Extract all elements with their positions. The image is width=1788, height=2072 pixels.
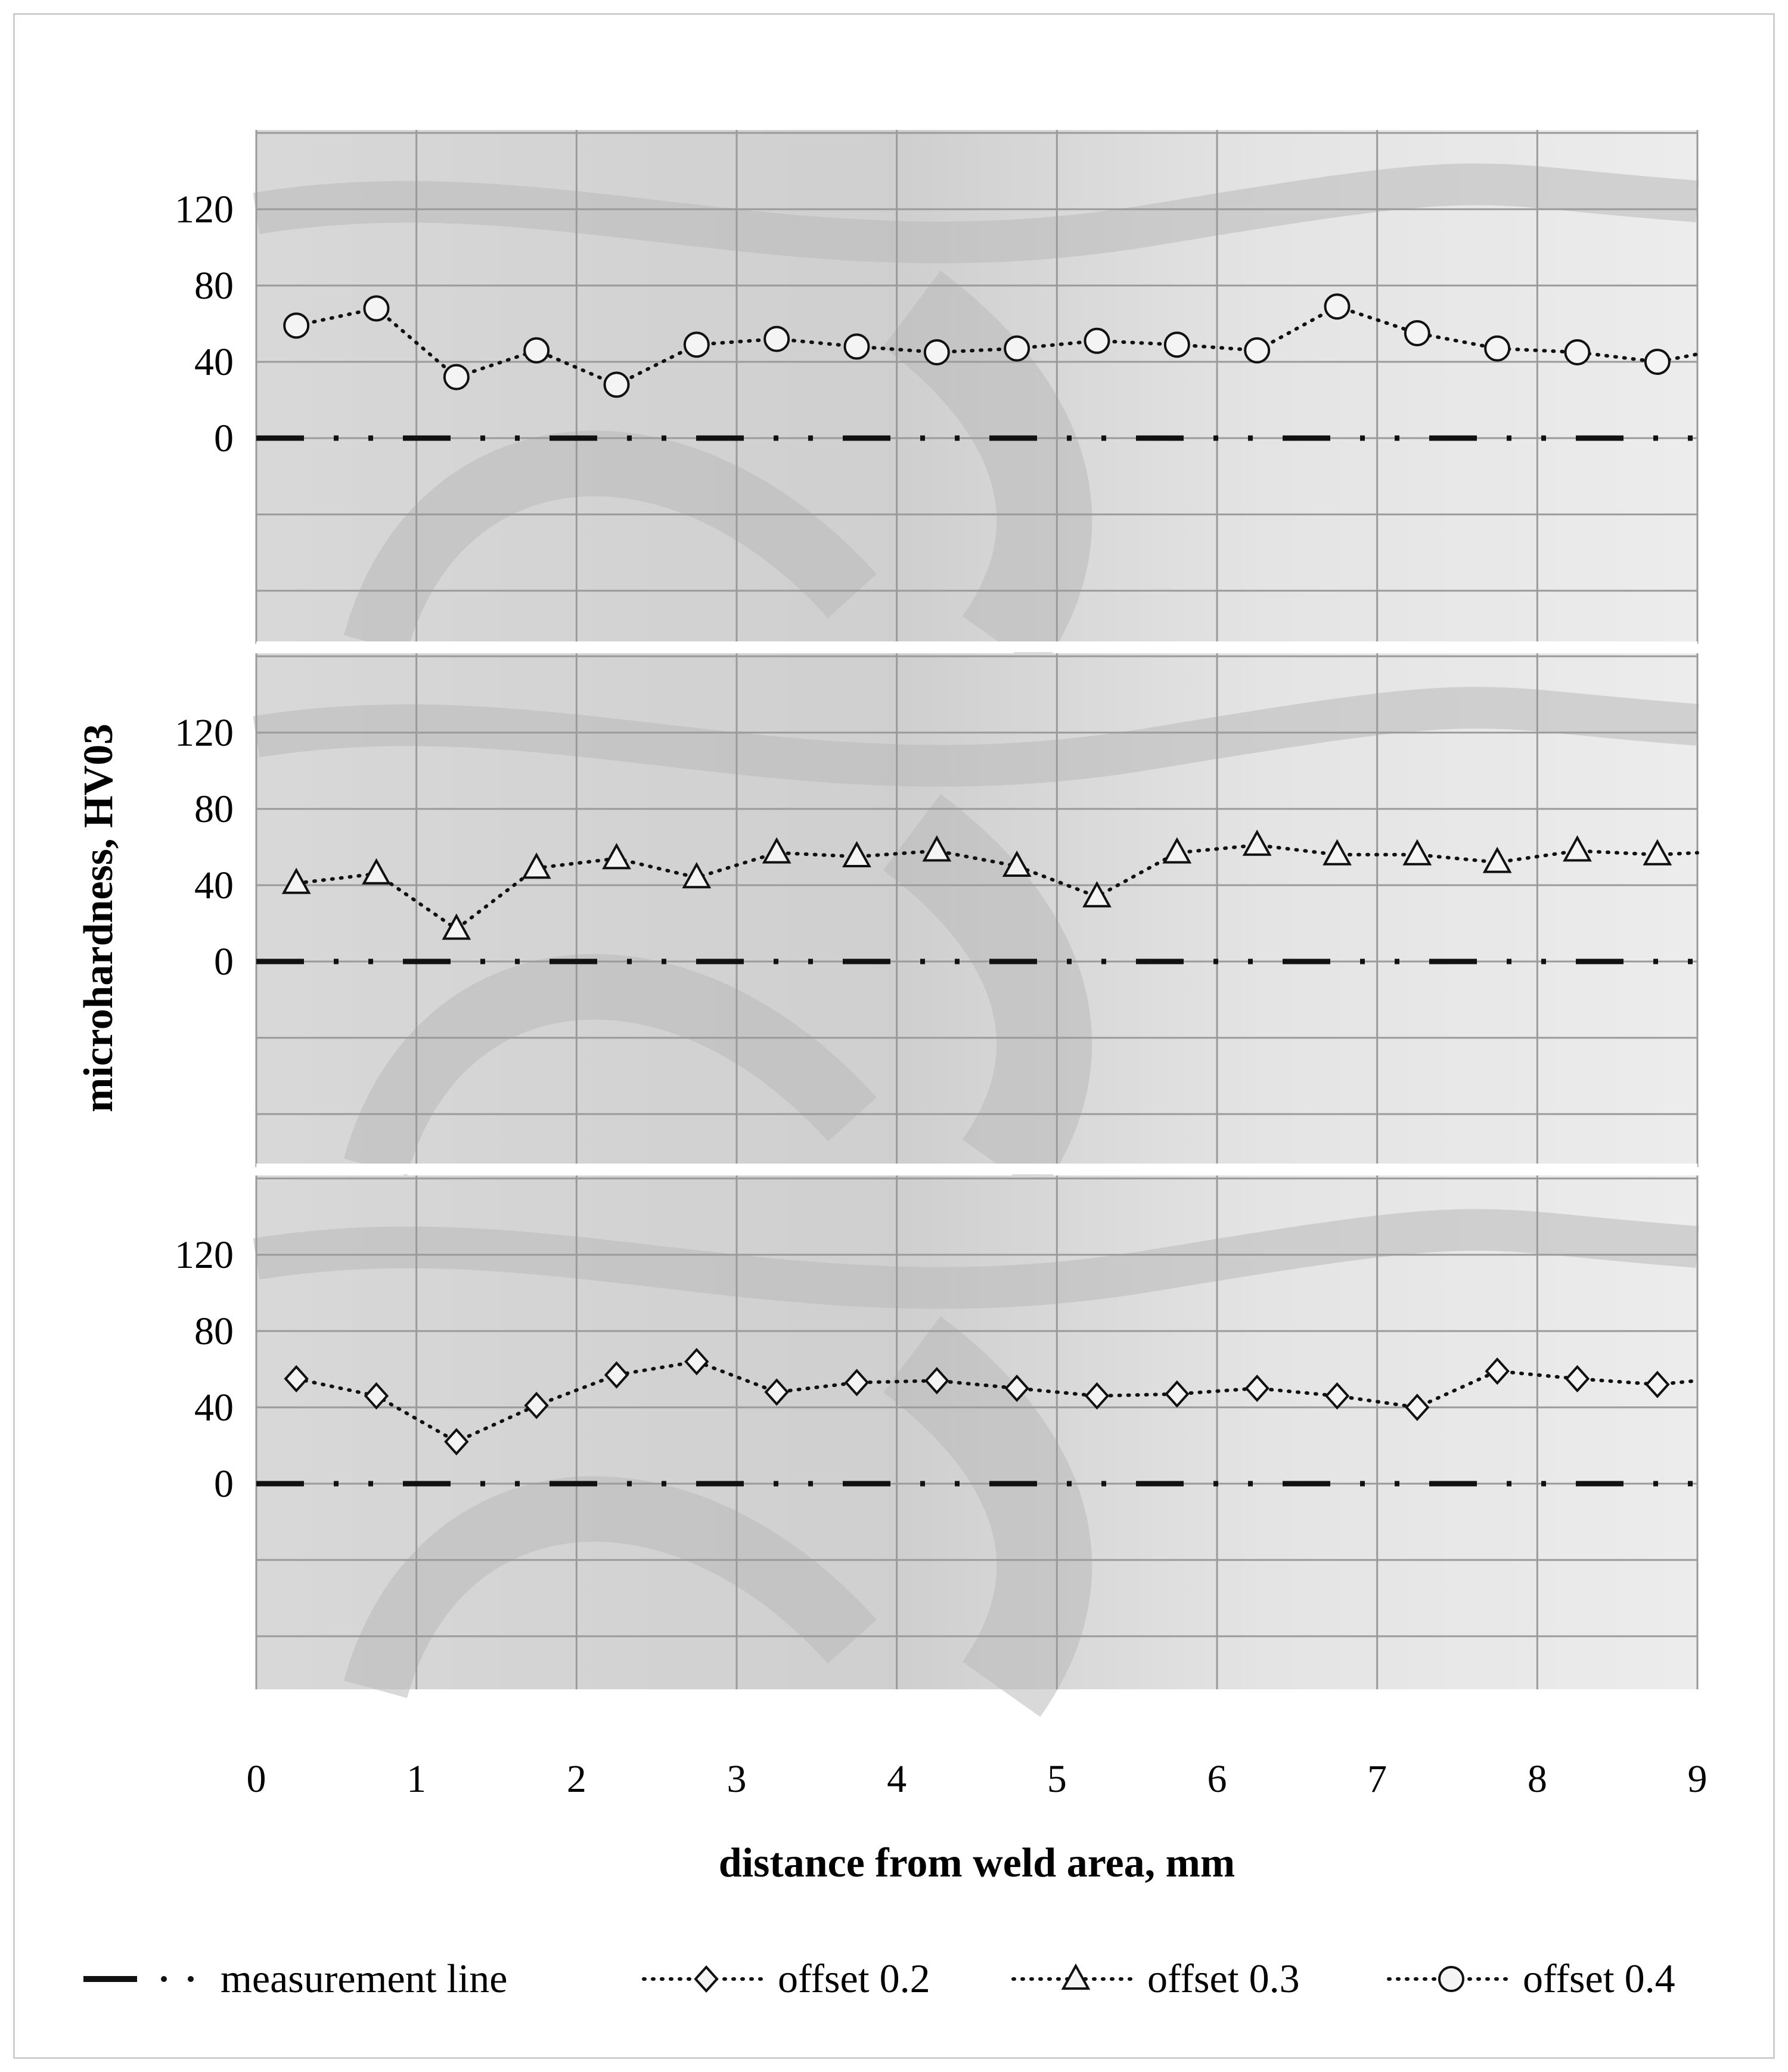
x-tick-label: 8 (1527, 1757, 1547, 1801)
panel-1 (256, 130, 1697, 644)
y-tick-label: 40 (194, 864, 234, 907)
circle-marker (765, 327, 789, 351)
legend-swatch-dot (161, 1976, 167, 1982)
y-tick-label: 0 (214, 940, 234, 984)
legend-entry (1013, 1956, 1300, 2001)
circle-marker (1085, 329, 1109, 353)
panel-2 (256, 641, 1697, 1167)
legend-label: offset 0.3 (1147, 1956, 1300, 2001)
x-tick-label: 1 (406, 1757, 427, 1801)
x-tick-label: 5 (1047, 1757, 1067, 1801)
y-tick-label: 0 (214, 1462, 234, 1506)
x-tick-label: 2 (566, 1757, 586, 1801)
circle-marker (1485, 337, 1509, 361)
legend-entry (83, 1956, 507, 2001)
circle-marker (1566, 340, 1590, 364)
y-tick-label: 80 (194, 787, 234, 831)
circle-marker (1439, 1967, 1463, 1991)
y-tick-label: 80 (194, 264, 234, 308)
circle-marker (1405, 321, 1429, 345)
y-tick-label: 120 (175, 188, 234, 231)
circle-marker (605, 373, 629, 396)
legend-label: measurement line (221, 1956, 508, 2001)
y-axis-title: microhardness, HV03 (76, 723, 122, 1113)
circle-marker (445, 365, 468, 389)
circle-marker (365, 296, 389, 320)
panel-gap (256, 1164, 1697, 1174)
y-tick-label: 40 (194, 340, 234, 384)
panels-layer (256, 130, 1697, 1689)
y-tick-label: 0 (214, 417, 234, 460)
circle-marker (524, 339, 548, 362)
circle-marker (845, 334, 869, 358)
diamond-marker (696, 1967, 717, 1991)
circle-marker (284, 314, 308, 337)
y-tick-label: 40 (194, 1386, 234, 1429)
y-tick-label: 120 (175, 1233, 234, 1277)
x-tick-label: 3 (727, 1757, 747, 1801)
legend-label: offset 0.2 (778, 1956, 930, 2001)
x-tick-label: 6 (1207, 1757, 1227, 1801)
x-tick-label: 9 (1687, 1757, 1708, 1801)
x-tick-label: 0 (246, 1757, 266, 1801)
y-tick-label: 80 (194, 1310, 234, 1353)
circle-marker (685, 333, 709, 356)
legend (83, 1956, 1675, 2001)
panel-3 (256, 1164, 1697, 1689)
legend-entry (1389, 1956, 1675, 2001)
circle-marker (1646, 350, 1669, 374)
x-axis-title: distance from weld area, mm (718, 1840, 1236, 1886)
circle-marker (925, 340, 949, 364)
panel-gap (256, 641, 1697, 652)
x-tick-label: 4 (887, 1757, 907, 1801)
circle-marker (1245, 339, 1269, 362)
legend-label: offset 0.4 (1523, 1956, 1675, 2001)
legend-entry (644, 1956, 930, 2001)
circle-marker (1005, 337, 1029, 361)
legend-swatch-dot (188, 1976, 194, 1982)
x-tick-label: 7 (1367, 1757, 1387, 1801)
circle-marker (1165, 333, 1189, 356)
y-tick-label: 120 (175, 711, 234, 755)
circle-marker (1326, 294, 1349, 318)
